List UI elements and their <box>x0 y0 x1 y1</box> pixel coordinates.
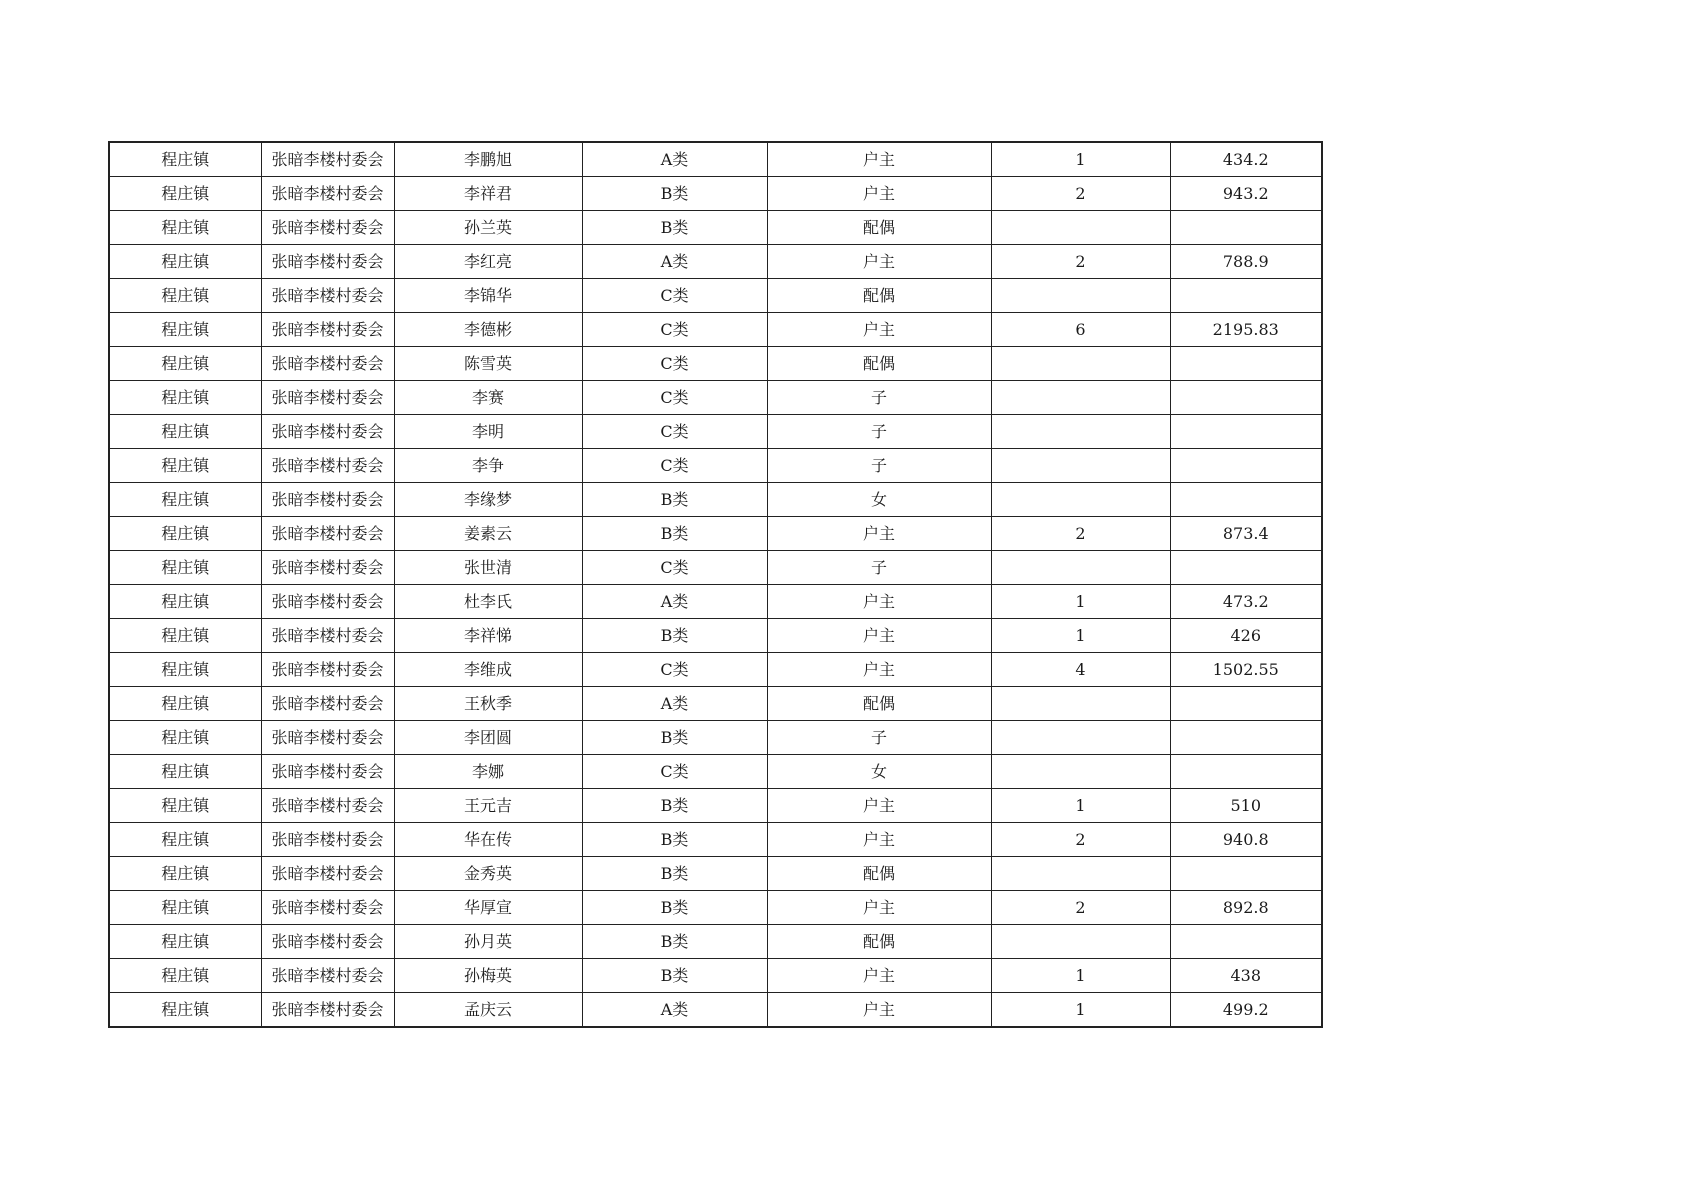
relation-cell: 子 <box>767 381 991 415</box>
table-row <box>109 449 1322 483</box>
name-cell: 王秋季 <box>394 687 582 721</box>
table-row <box>109 721 1322 755</box>
name-cell: 金秀英 <box>394 857 582 891</box>
relation-cell: 配偶 <box>767 687 991 721</box>
amount-cell <box>1170 415 1322 449</box>
amount-cell: 499.2 <box>1170 993 1322 1028</box>
village-committee-cell: 张暗李楼村委会 <box>261 755 394 789</box>
relation-cell: 户主 <box>767 177 991 211</box>
category-cell: A类 <box>582 687 767 721</box>
village-committee-cell: 张暗李楼村委会 <box>261 687 394 721</box>
category-cell: C类 <box>582 449 767 483</box>
category-cell: A类 <box>582 585 767 619</box>
amount-cell <box>1170 483 1322 517</box>
town-cell: 程庄镇 <box>109 857 261 891</box>
household-size-cell <box>991 483 1170 517</box>
table-row <box>109 551 1322 585</box>
village-committee-cell: 张暗李楼村委会 <box>261 823 394 857</box>
town-cell: 程庄镇 <box>109 415 261 449</box>
town-cell: 程庄镇 <box>109 653 261 687</box>
relation-cell: 女 <box>767 755 991 789</box>
name-cell: 李祥君 <box>394 177 582 211</box>
town-cell: 程庄镇 <box>109 381 261 415</box>
table-row <box>109 381 1322 415</box>
relation-cell: 户主 <box>767 245 991 279</box>
household-size-cell: 1 <box>991 959 1170 993</box>
category-cell: A类 <box>582 142 767 177</box>
town-cell: 程庄镇 <box>109 721 261 755</box>
household-size-cell: 1 <box>991 993 1170 1028</box>
amount-cell: 788.9 <box>1170 245 1322 279</box>
relation-cell: 子 <box>767 415 991 449</box>
household-size-cell: 4 <box>991 653 1170 687</box>
name-cell: 李娜 <box>394 755 582 789</box>
category-cell: C类 <box>582 313 767 347</box>
table-row <box>109 211 1322 245</box>
table-row <box>109 177 1322 211</box>
category-cell: B类 <box>582 789 767 823</box>
name-cell: 孙月英 <box>394 925 582 959</box>
relation-cell: 户主 <box>767 789 991 823</box>
relation-cell: 配偶 <box>767 211 991 245</box>
amount-cell: 940.8 <box>1170 823 1322 857</box>
village-committee-cell: 张暗李楼村委会 <box>261 585 394 619</box>
town-cell: 程庄镇 <box>109 313 261 347</box>
name-cell: 陈雪英 <box>394 347 582 381</box>
amount-cell: 2195.83 <box>1170 313 1322 347</box>
table-row <box>109 517 1322 551</box>
town-cell: 程庄镇 <box>109 177 261 211</box>
household-size-cell: 2 <box>991 177 1170 211</box>
village-committee-cell: 张暗李楼村委会 <box>261 449 394 483</box>
relation-cell: 子 <box>767 449 991 483</box>
household-size-cell <box>991 925 1170 959</box>
village-committee-cell: 张暗李楼村委会 <box>261 211 394 245</box>
village-committee-cell: 张暗李楼村委会 <box>261 313 394 347</box>
village-committee-cell: 张暗李楼村委会 <box>261 857 394 891</box>
table-row <box>109 823 1322 857</box>
name-cell: 华厚宣 <box>394 891 582 925</box>
category-cell: A类 <box>582 993 767 1028</box>
name-cell: 孙兰英 <box>394 211 582 245</box>
table-row <box>109 653 1322 687</box>
table-row <box>109 891 1322 925</box>
name-cell: 杜李氏 <box>394 585 582 619</box>
household-size-cell <box>991 449 1170 483</box>
village-committee-cell: 张暗李楼村委会 <box>261 245 394 279</box>
relation-cell: 户主 <box>767 993 991 1028</box>
village-committee-cell: 张暗李楼村委会 <box>261 142 394 177</box>
relation-cell: 户主 <box>767 142 991 177</box>
household-size-cell <box>991 755 1170 789</box>
name-cell: 李鹏旭 <box>394 142 582 177</box>
village-committee-cell: 张暗李楼村委会 <box>261 279 394 313</box>
category-cell: C类 <box>582 653 767 687</box>
amount-cell: 873.4 <box>1170 517 1322 551</box>
table-body <box>109 142 1322 1027</box>
town-cell: 程庄镇 <box>109 449 261 483</box>
amount-cell <box>1170 381 1322 415</box>
relation-cell: 户主 <box>767 585 991 619</box>
table-row <box>109 279 1322 313</box>
name-cell: 孟庆云 <box>394 993 582 1028</box>
town-cell: 程庄镇 <box>109 619 261 653</box>
amount-cell: 438 <box>1170 959 1322 993</box>
category-cell: B类 <box>582 959 767 993</box>
amount-cell: 434.2 <box>1170 142 1322 177</box>
relation-cell: 户主 <box>767 891 991 925</box>
village-committee-cell: 张暗李楼村委会 <box>261 177 394 211</box>
category-cell: C类 <box>582 279 767 313</box>
amount-cell <box>1170 449 1322 483</box>
village-committee-cell: 张暗李楼村委会 <box>261 415 394 449</box>
roster-table <box>108 141 1323 1028</box>
name-cell: 华在传 <box>394 823 582 857</box>
table-row <box>109 959 1322 993</box>
category-cell: B类 <box>582 177 767 211</box>
household-size-cell: 2 <box>991 517 1170 551</box>
amount-cell: 510 <box>1170 789 1322 823</box>
household-size-cell <box>991 347 1170 381</box>
relation-cell: 户主 <box>767 619 991 653</box>
amount-cell <box>1170 347 1322 381</box>
category-cell: B类 <box>582 517 767 551</box>
village-committee-cell: 张暗李楼村委会 <box>261 959 394 993</box>
amount-cell <box>1170 687 1322 721</box>
table-row <box>109 687 1322 721</box>
table-row <box>109 347 1322 381</box>
category-cell: B类 <box>582 891 767 925</box>
category-cell: C类 <box>582 415 767 449</box>
household-size-cell: 2 <box>991 823 1170 857</box>
table-row <box>109 245 1322 279</box>
town-cell: 程庄镇 <box>109 687 261 721</box>
table-row <box>109 789 1322 823</box>
relation-cell: 配偶 <box>767 347 991 381</box>
village-committee-cell: 张暗李楼村委会 <box>261 517 394 551</box>
name-cell: 李祥悌 <box>394 619 582 653</box>
category-cell: A类 <box>582 245 767 279</box>
household-size-cell <box>991 551 1170 585</box>
category-cell: C类 <box>582 755 767 789</box>
amount-cell <box>1170 857 1322 891</box>
table-row <box>109 755 1322 789</box>
name-cell: 孙梅英 <box>394 959 582 993</box>
village-committee-cell: 张暗李楼村委会 <box>261 721 394 755</box>
table-row <box>109 619 1322 653</box>
town-cell: 程庄镇 <box>109 891 261 925</box>
category-cell: B类 <box>582 925 767 959</box>
relation-cell: 子 <box>767 551 991 585</box>
village-committee-cell: 张暗李楼村委会 <box>261 789 394 823</box>
amount-cell: 892.8 <box>1170 891 1322 925</box>
village-committee-cell: 张暗李楼村委会 <box>261 653 394 687</box>
name-cell: 张世清 <box>394 551 582 585</box>
household-size-cell <box>991 381 1170 415</box>
relation-cell: 户主 <box>767 959 991 993</box>
amount-cell <box>1170 755 1322 789</box>
household-size-cell <box>991 721 1170 755</box>
household-size-cell <box>991 415 1170 449</box>
household-size-cell <box>991 687 1170 721</box>
amount-cell: 1502.55 <box>1170 653 1322 687</box>
category-cell: C类 <box>582 347 767 381</box>
household-size-cell <box>991 857 1170 891</box>
category-cell: C类 <box>582 551 767 585</box>
table-row <box>109 313 1322 347</box>
town-cell: 程庄镇 <box>109 245 261 279</box>
amount-cell: 943.2 <box>1170 177 1322 211</box>
name-cell: 李明 <box>394 415 582 449</box>
household-size-cell: 1 <box>991 585 1170 619</box>
town-cell: 程庄镇 <box>109 585 261 619</box>
town-cell: 程庄镇 <box>109 279 261 313</box>
household-size-cell <box>991 279 1170 313</box>
relation-cell: 配偶 <box>767 857 991 891</box>
table-row <box>109 925 1322 959</box>
town-cell: 程庄镇 <box>109 211 261 245</box>
category-cell: C类 <box>582 381 767 415</box>
category-cell: B类 <box>582 823 767 857</box>
relation-cell: 户主 <box>767 823 991 857</box>
relation-cell: 户主 <box>767 313 991 347</box>
household-size-cell: 2 <box>991 891 1170 925</box>
table-row <box>109 993 1322 1028</box>
village-committee-cell: 张暗李楼村委会 <box>261 551 394 585</box>
relation-cell: 户主 <box>767 653 991 687</box>
name-cell: 李团圆 <box>394 721 582 755</box>
category-cell: B类 <box>582 211 767 245</box>
table-row <box>109 142 1322 177</box>
town-cell: 程庄镇 <box>109 347 261 381</box>
name-cell: 王元吉 <box>394 789 582 823</box>
category-cell: B类 <box>582 721 767 755</box>
village-committee-cell: 张暗李楼村委会 <box>261 347 394 381</box>
relation-cell: 户主 <box>767 517 991 551</box>
name-cell: 李德彬 <box>394 313 582 347</box>
category-cell: B类 <box>582 483 767 517</box>
name-cell: 李红亮 <box>394 245 582 279</box>
table-row <box>109 857 1322 891</box>
town-cell: 程庄镇 <box>109 959 261 993</box>
table-row <box>109 585 1322 619</box>
town-cell: 程庄镇 <box>109 823 261 857</box>
town-cell: 程庄镇 <box>109 517 261 551</box>
name-cell: 姜素云 <box>394 517 582 551</box>
town-cell: 程庄镇 <box>109 483 261 517</box>
town-cell: 程庄镇 <box>109 993 261 1028</box>
amount-cell <box>1170 551 1322 585</box>
amount-cell: 473.2 <box>1170 585 1322 619</box>
name-cell: 李赛 <box>394 381 582 415</box>
amount-cell <box>1170 279 1322 313</box>
relation-cell: 子 <box>767 721 991 755</box>
relation-cell: 配偶 <box>767 925 991 959</box>
relation-cell: 女 <box>767 483 991 517</box>
amount-cell <box>1170 721 1322 755</box>
town-cell: 程庄镇 <box>109 551 261 585</box>
town-cell: 程庄镇 <box>109 789 261 823</box>
village-committee-cell: 张暗李楼村委会 <box>261 925 394 959</box>
household-size-cell: 1 <box>991 789 1170 823</box>
town-cell: 程庄镇 <box>109 755 261 789</box>
name-cell: 李维成 <box>394 653 582 687</box>
household-size-cell: 2 <box>991 245 1170 279</box>
household-size-cell: 1 <box>991 619 1170 653</box>
village-committee-cell: 张暗李楼村委会 <box>261 483 394 517</box>
amount-cell <box>1170 925 1322 959</box>
table-row <box>109 483 1322 517</box>
category-cell: B类 <box>582 857 767 891</box>
household-size-cell: 6 <box>991 313 1170 347</box>
name-cell: 李争 <box>394 449 582 483</box>
household-size-cell <box>991 211 1170 245</box>
table-row <box>109 415 1322 449</box>
household-size-cell: 1 <box>991 142 1170 177</box>
village-committee-cell: 张暗李楼村委会 <box>261 891 394 925</box>
category-cell: B类 <box>582 619 767 653</box>
village-committee-cell: 张暗李楼村委会 <box>261 993 394 1028</box>
town-cell: 程庄镇 <box>109 142 261 177</box>
amount-cell: 426 <box>1170 619 1322 653</box>
name-cell: 李锦华 <box>394 279 582 313</box>
amount-cell <box>1170 211 1322 245</box>
village-committee-cell: 张暗李楼村委会 <box>261 619 394 653</box>
name-cell: 李缘梦 <box>394 483 582 517</box>
town-cell: 程庄镇 <box>109 925 261 959</box>
relation-cell: 配偶 <box>767 279 991 313</box>
village-committee-cell: 张暗李楼村委会 <box>261 381 394 415</box>
